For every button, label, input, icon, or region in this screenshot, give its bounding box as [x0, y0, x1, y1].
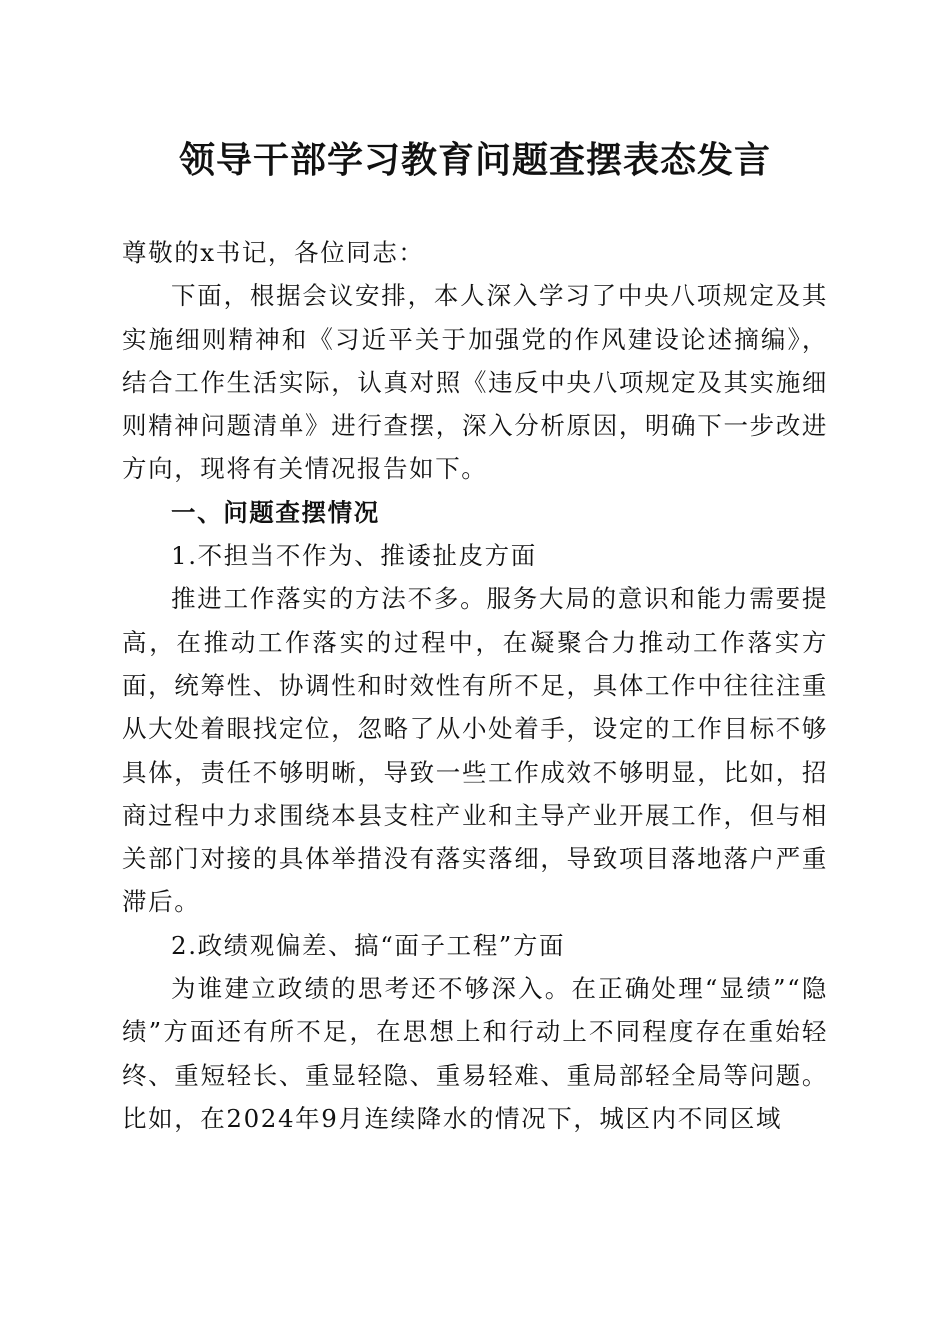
body-paragraph: 推进工作落实的方法不多。服务大局的意识和能力需要提高，在推动工作落实的过程中，在凝聚合力推动工作落实方面，统筹性、协调性和时效性有所不足，具体工作中往往注重从大处着眼找定位，忽略了从小处着手，设定的工作目标不够具体，责任不够明晰，导致一些工作成效不够明显，比如，招商过程中力求围绕本县支柱产业和主导产业开展工作，但与相关部门对接的具体举措没有落实落细，导致项目落地落户严重滞后。 [122, 584, 828, 917]
intro-paragraph: 下面，根据会议安排，本人深入学习了中央八项规定及其实施细则精神和《习近平关于加强党的作风建设论述摘编》，结合工作生活实际，认真对照《违反中央八项规定及其实施细则精神问题清单》进行查摆，深入分析原因，明确下一步改进方向，现将有关情况报告如下。 [122, 281, 828, 484]
body-paragraph: 为谁建立政绩的思考还不够深入。在正确处理“显绩”“隐绩”方面还有所不足，在思想上和行动上不同程度存在重始轻终、重短轻长、重显轻隐、重易轻难、重局部轻全局等问题。比如，在2024年9月连续降水的情况下，城区内不同区域 [122, 974, 828, 1133]
subsection-heading: 2.政绩观偏差、搞“面子工程”方面 [171, 930, 566, 960]
salutation: 尊敬的x书记，各位同志： [122, 238, 425, 267]
document-body [122, 231, 828, 1140]
subsection-heading: 1.不担当不作为、推诿扯皮方面 [171, 541, 537, 571]
section-heading: 一、问题查摆情况 [171, 497, 380, 527]
document-title: 领导干部学习教育问题查摆表态发言 [178, 139, 771, 181]
